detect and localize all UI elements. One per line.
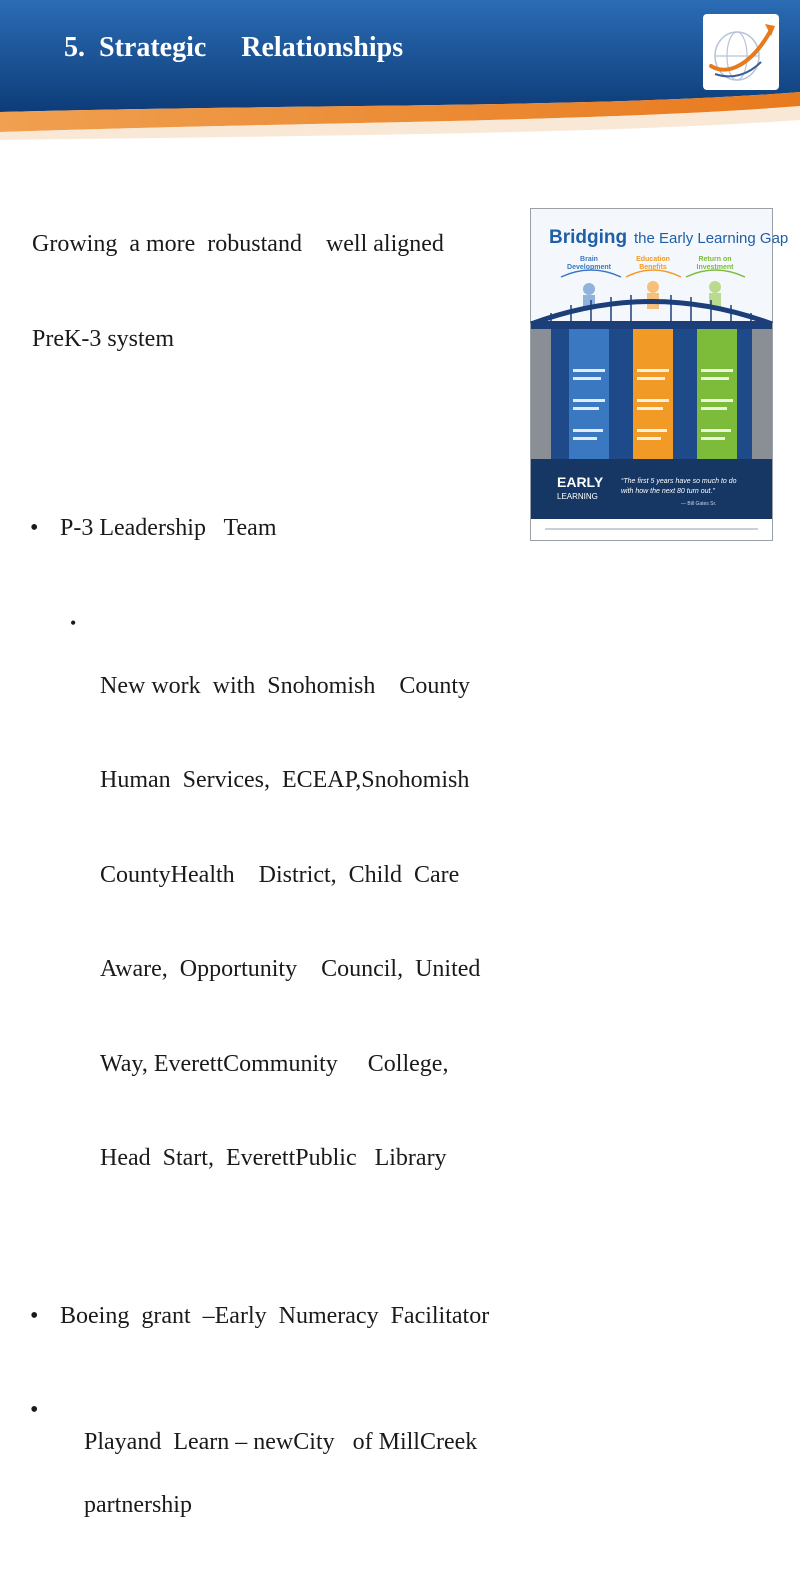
bullet-play-line-2: partnership (84, 1491, 192, 1518)
bullet-play-and-learn (32, 1395, 522, 1553)
sub-bullet-line-6: Head Start, EverettPublic Library (100, 1145, 447, 1171)
slide-header (0, 0, 800, 140)
bridging-gap-poster (530, 208, 789, 541)
sub-bullet-line-2: Human Services, ECEAP,Snohomish (100, 767, 470, 793)
poster-quote-author: — Bill Gates Sr. (681, 501, 717, 507)
sub-bullet-line-5: Way, EverettCommunity College, (100, 1050, 449, 1077)
poster-illustration (531, 209, 789, 540)
poster-logo-learning: LEARNING (557, 492, 598, 501)
bullet-boeing-grant: • Boeing grant –Early Numeracy Facilitator (32, 1301, 522, 1333)
bullet-play-line-1: Playand Learn – newCity of MillCreek (84, 1428, 478, 1455)
col3-label-b: Investment (696, 264, 734, 271)
col1-label-a: Brain (580, 256, 598, 263)
spacer (32, 418, 522, 450)
organization-logo (703, 14, 779, 90)
header-wave-graphic (0, 0, 800, 140)
col1-label-b: Development (567, 264, 611, 271)
col2-label-b: Benefits (639, 264, 667, 271)
slide-body (32, 166, 522, 1584)
poster-quote-line-1: “The first 5 years have so much to do (621, 478, 737, 485)
poster-title-rest: the Early Learning Gap (634, 230, 789, 247)
sub-bullet-line-1: • New work with Snohomish County (100, 672, 471, 699)
sub-bullet-line-4: Aware, Opportunity Council, United (100, 956, 481, 982)
globe-arrow-icon (703, 14, 779, 90)
intro-line-2: PreK-3 system (32, 325, 174, 352)
col3-label-a: Return on (698, 256, 732, 263)
slide-title: 5. Strategic Relationships (64, 32, 404, 63)
poster-logo-early: EARLY (557, 474, 604, 490)
sub-bullet-line-3: CountyHealth District, Child Care (100, 861, 460, 888)
bullet-p3-leadership: • P-3 Leadership Team (32, 513, 522, 545)
sub-bullet-partners (32, 608, 522, 1238)
intro-line-1: Growing a more robustand well aligned (32, 231, 444, 257)
col2-label-a: Education (636, 256, 670, 263)
poster-quote-line-2: with how the next 80 turn out.” (621, 488, 715, 495)
poster-title-main: Bridging (549, 227, 628, 248)
